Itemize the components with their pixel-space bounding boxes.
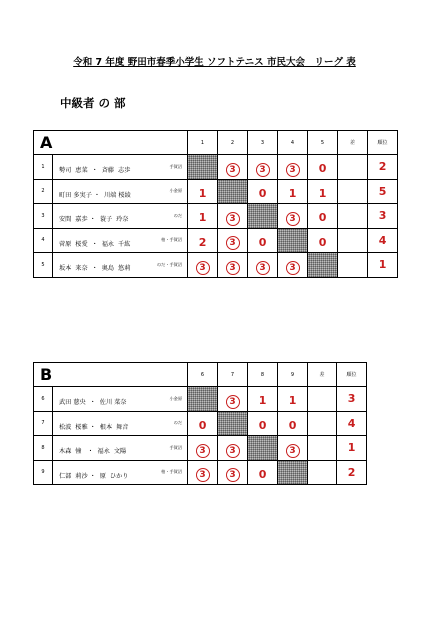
diff-cell — [308, 387, 337, 412]
diff-cell — [308, 411, 337, 436]
win-score-circled: 3 — [286, 163, 300, 177]
player-pair-cell — [53, 411, 188, 436]
table-header-row — [34, 131, 398, 155]
result-cell — [278, 253, 308, 278]
diff-cell — [308, 436, 337, 461]
win-score-circled: 3 — [196, 261, 210, 275]
table-row — [34, 204, 398, 229]
score: 0 — [288, 418, 297, 432]
diff-cell — [338, 253, 368, 278]
column-header: 順位 — [337, 363, 367, 387]
score: 1 — [198, 186, 207, 200]
self-match-cell — [188, 155, 218, 180]
player-pair-cell — [53, 460, 188, 485]
score: 0 — [318, 162, 327, 176]
rank-cell: 3 — [368, 204, 398, 229]
win-score-circled: 3 — [196, 468, 210, 482]
group-name: A — [34, 131, 188, 155]
result-cell — [218, 460, 248, 485]
score: 1 — [198, 211, 207, 225]
column-header: 4 — [278, 131, 308, 155]
result-cell — [248, 253, 278, 278]
row-number: 8 — [34, 436, 53, 461]
player-pair-cell — [53, 155, 188, 180]
self-match-cell — [248, 436, 278, 461]
column-header: 3 — [248, 131, 278, 155]
club-name: 柏・手賀沼 — [161, 237, 183, 243]
club-name: のだ・手賀沼 — [156, 261, 183, 267]
score: 1 — [288, 186, 297, 200]
self-match-cell — [248, 204, 278, 229]
win-score-circled: 3 — [226, 395, 240, 409]
column-header: 8 — [248, 363, 278, 387]
result-cell — [248, 411, 278, 436]
self-match-cell — [218, 179, 248, 204]
result-cell — [188, 253, 218, 278]
row-number: 3 — [34, 204, 53, 229]
score: 0 — [258, 235, 267, 249]
rank-cell: 4 — [337, 411, 367, 436]
player-pair-cell — [53, 436, 188, 461]
rank-cell: 1 — [337, 436, 367, 461]
result-cell — [278, 436, 308, 461]
column-header: 順位 — [368, 131, 398, 155]
score: 0 — [258, 467, 267, 481]
rank-cell: 3 — [337, 387, 367, 412]
table-row — [34, 253, 398, 278]
result-cell — [308, 204, 338, 229]
win-score-circled: 3 — [256, 163, 270, 177]
row-number: 5 — [34, 253, 53, 278]
player-names: 安間 嘉歩 ・ 蓑子 玲奈 — [59, 216, 129, 224]
self-match-cell — [278, 460, 308, 485]
result-cell — [218, 155, 248, 180]
player-names: 松波 桜雅 ・ 根本 舞音 — [59, 423, 129, 431]
table-row — [34, 436, 367, 461]
score: 0 — [258, 418, 267, 432]
diff-cell — [338, 179, 368, 204]
league-table-a — [33, 130, 398, 278]
win-score-circled: 3 — [226, 261, 240, 275]
table-row — [34, 179, 398, 204]
group-name: B — [34, 363, 188, 387]
win-score-circled: 3 — [226, 236, 240, 250]
row-number: 6 — [34, 387, 53, 412]
result-cell — [308, 179, 338, 204]
score: 0 — [318, 211, 327, 225]
result-cell — [248, 155, 278, 180]
row-number: 1 — [34, 155, 53, 180]
player-pair-cell — [53, 253, 188, 278]
result-cell — [308, 228, 338, 253]
page-title: 令和 7 年度 野田市春季小学生 ソフトテニス 市民大会 リーグ 表 — [73, 57, 356, 68]
score: 0 — [198, 418, 207, 432]
table-row — [34, 155, 398, 180]
diff-cell — [338, 204, 368, 229]
score: 0 — [318, 235, 327, 249]
player-names: 菅原 桜愛 ・ 福永 千紘 — [59, 240, 131, 248]
result-cell — [188, 436, 218, 461]
column-header: 9 — [278, 363, 308, 387]
column-header: 6 — [188, 363, 218, 387]
result-cell — [278, 155, 308, 180]
player-names: 坂本 来奈 ・ 奥島 悠莉 — [59, 265, 131, 273]
score: 1 — [318, 186, 327, 200]
win-score-circled: 3 — [226, 212, 240, 226]
win-score-circled: 3 — [226, 444, 240, 458]
player-names: 武田 慈央 ・ 佐川 菜奈 — [59, 399, 127, 407]
rank-cell: 2 — [368, 155, 398, 180]
club-name: のだ — [173, 212, 183, 218]
row-number: 2 — [34, 179, 53, 204]
table-row — [34, 228, 398, 253]
self-match-cell — [218, 411, 248, 436]
result-cell — [218, 436, 248, 461]
player-names: 町田 多実子 ・ 川端 桜綾 — [59, 191, 131, 199]
win-score-circled: 3 — [226, 468, 240, 482]
result-cell — [248, 179, 278, 204]
row-number: 9 — [34, 460, 53, 485]
player-names: 仁部 莉沙 ・ 原 ひかり — [59, 472, 129, 480]
rank-cell: 1 — [368, 253, 398, 278]
player-pair-cell — [53, 204, 188, 229]
player-names: 木森 憧 ・ 福永 文陽 — [59, 448, 127, 456]
win-score-circled: 3 — [196, 444, 210, 458]
result-cell — [278, 387, 308, 412]
club-name: 柏・手賀沼 — [161, 469, 183, 475]
diff-cell — [338, 155, 368, 180]
result-cell — [278, 411, 308, 436]
result-cell — [218, 387, 248, 412]
result-cell — [188, 179, 218, 204]
player-pair-cell — [53, 228, 188, 253]
player-pair-cell — [53, 179, 188, 204]
win-score-circled: 3 — [256, 261, 270, 275]
result-cell — [278, 179, 308, 204]
diff-cell — [308, 460, 337, 485]
result-cell — [188, 460, 218, 485]
section-heading: 中級者 の 部 — [60, 96, 126, 110]
result-cell — [218, 228, 248, 253]
win-score-circled: 3 — [286, 261, 300, 275]
club-name: 小金原 — [169, 395, 183, 401]
score: 1 — [288, 394, 297, 408]
column-header: 差 — [308, 363, 337, 387]
rank-cell: 5 — [368, 179, 398, 204]
table-row — [34, 411, 367, 436]
player-pair-cell — [53, 387, 188, 412]
table-row — [34, 387, 367, 412]
player-names: 勢司 恵菜 ・ 斉藤 志歩 — [59, 167, 131, 175]
column-header: 7 — [218, 363, 248, 387]
column-header: 1 — [188, 131, 218, 155]
result-cell — [248, 460, 278, 485]
result-cell — [248, 228, 278, 253]
club-name: 手賀沼 — [169, 163, 183, 169]
result-cell — [188, 204, 218, 229]
table-header-row — [34, 363, 367, 387]
result-cell — [188, 411, 218, 436]
table-row — [34, 460, 367, 485]
result-cell — [278, 204, 308, 229]
self-match-cell — [308, 253, 338, 278]
row-number: 4 — [34, 228, 53, 253]
rank-cell: 2 — [337, 460, 367, 485]
row-number: 7 — [34, 411, 53, 436]
win-score-circled: 3 — [286, 444, 300, 458]
result-cell — [188, 228, 218, 253]
diff-cell — [338, 228, 368, 253]
win-score-circled: 3 — [226, 163, 240, 177]
self-match-cell — [188, 387, 218, 412]
club-name: 小金原 — [169, 188, 183, 194]
score: 0 — [258, 186, 267, 200]
column-header: 差 — [338, 131, 368, 155]
column-header: 5 — [308, 131, 338, 155]
result-cell — [218, 204, 248, 229]
club-name: 手賀沼 — [169, 444, 183, 450]
result-cell — [308, 155, 338, 180]
column-header: 2 — [218, 131, 248, 155]
self-match-cell — [278, 228, 308, 253]
club-name: のだ — [173, 420, 183, 426]
league-table-b — [33, 362, 367, 485]
rank-cell: 4 — [368, 228, 398, 253]
result-cell — [218, 253, 248, 278]
score: 1 — [258, 394, 267, 408]
win-score-circled: 3 — [286, 212, 300, 226]
score: 2 — [198, 235, 207, 249]
result-cell — [248, 387, 278, 412]
